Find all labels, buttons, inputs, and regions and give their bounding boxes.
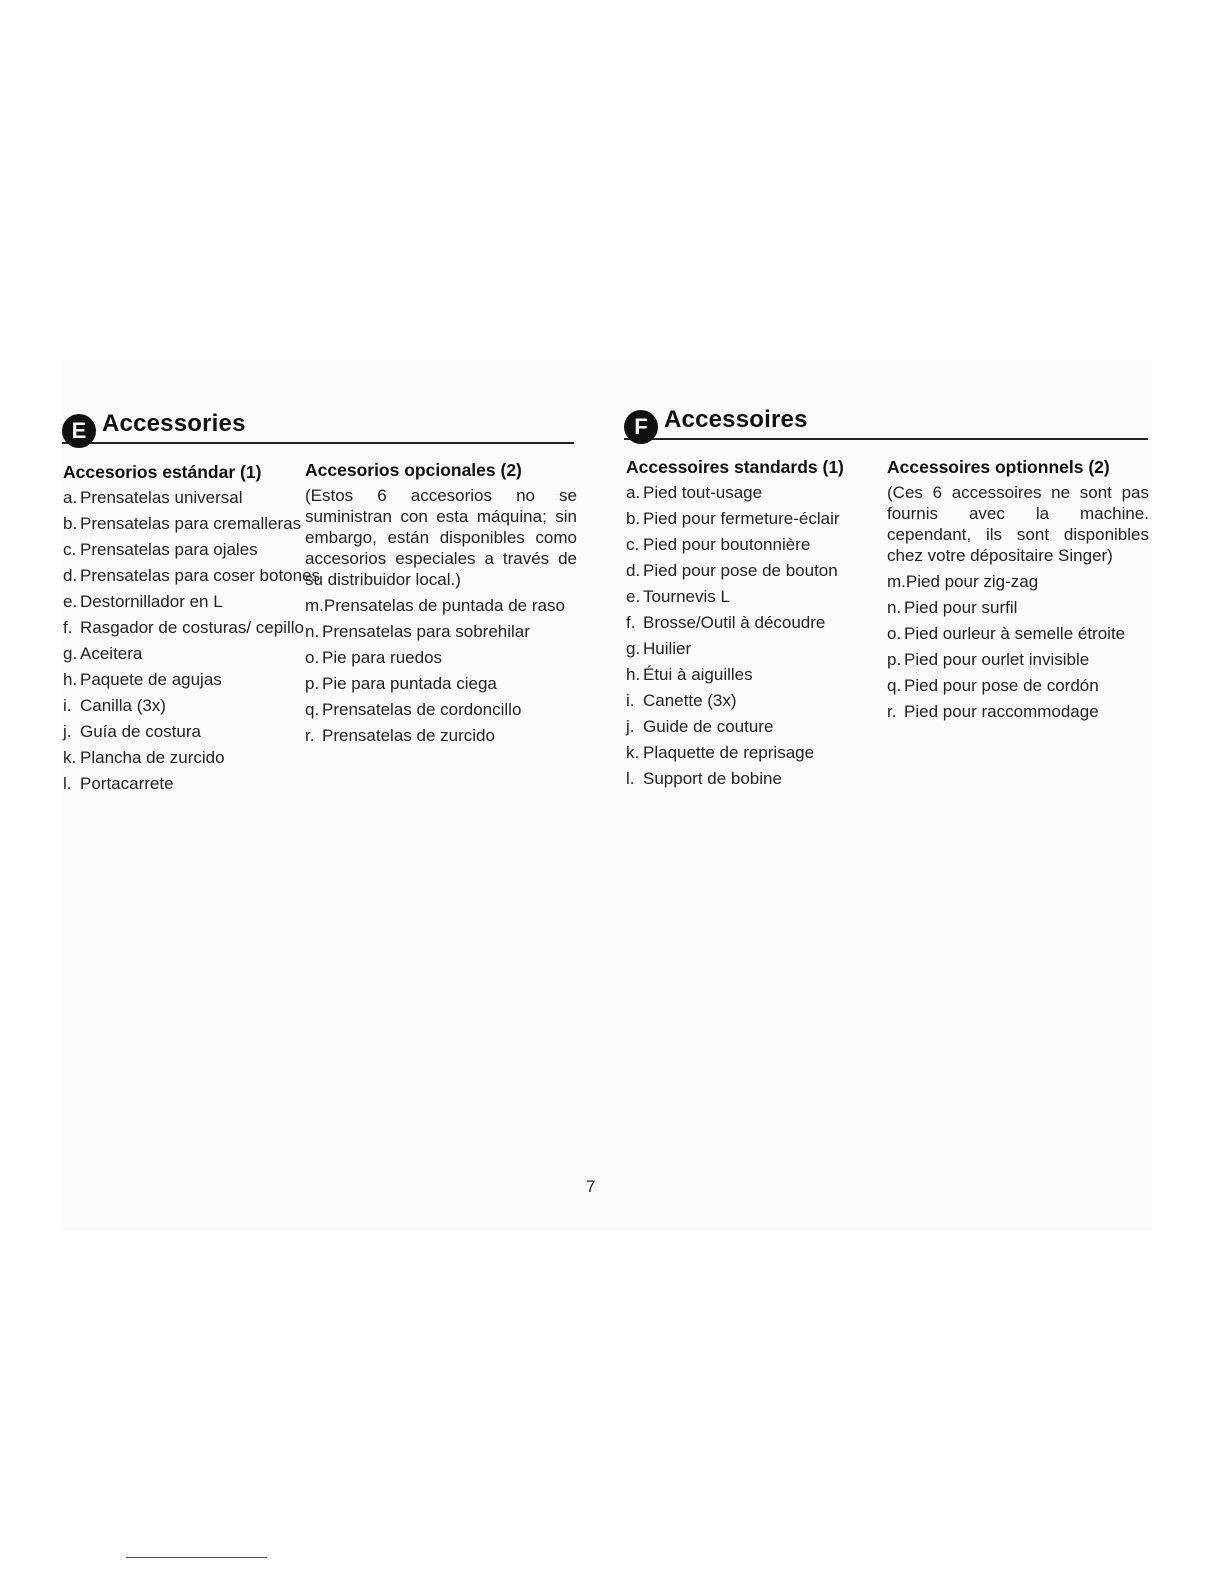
- column-fr-standard: [626, 457, 901, 794]
- list-item: d. Prensatelas para coser botones: [63, 566, 321, 585]
- list-item: g. Aceitera: [63, 644, 143, 663]
- list-item: i. Canilla (3x): [63, 696, 166, 715]
- list-item: n. Pied pour surfil: [887, 598, 1018, 617]
- divider-line: [126, 1557, 267, 1558]
- list-item: j. Guide de couture: [626, 717, 774, 736]
- list-item: d. Pied pour pose de bouton: [626, 561, 838, 580]
- list-item: a. Prensatelas universal: [63, 488, 243, 507]
- language-badge-e-icon: E: [62, 414, 96, 448]
- note-fr-optional: (Ces 6 accessoires ne sont pas fournis avec la machine. cependant, ils sont disponibles chez votre dépositaire Singer): [887, 483, 1149, 565]
- list-item: m. Prensatelas de puntada de raso: [305, 596, 565, 615]
- heading-es-optional: Accesorios opcionales (2): [305, 460, 522, 480]
- list-item: b. Pied pour fermeture-éclair: [626, 509, 840, 528]
- list-item: f. Brosse/Outil à découdre: [626, 613, 826, 632]
- language-badge-f-icon: F: [624, 410, 658, 444]
- list-item: g. Huilier: [626, 639, 692, 658]
- list-item: e. Destornillador en L: [63, 592, 223, 611]
- heading-fr-standard: Accessoires standards (1): [626, 457, 844, 477]
- list-item: j. Guía de costura: [63, 722, 201, 741]
- heading-es-standard: Accesorios estándar (1): [63, 462, 262, 482]
- list-fr-standard: [626, 482, 901, 789]
- list-item: n. Prensatelas para sobrehilar: [305, 622, 530, 641]
- list-es-optional: [305, 595, 577, 746]
- column-fr-optional: [887, 457, 1149, 727]
- list-item: o. Pied ourleur à semelle étroite: [887, 624, 1126, 643]
- list-item: f. Rasgador de costuras/ cepillo: [63, 618, 304, 637]
- section-header-french: [624, 398, 1148, 440]
- heading-fr-optional: Accessoires optionnels (2): [887, 457, 1110, 477]
- section-french: [624, 398, 1148, 440]
- list-es-standard: [63, 487, 338, 794]
- list-item: m. Pied pour zig-zag: [887, 572, 1039, 591]
- list-item: o. Pie para ruedos: [305, 648, 443, 667]
- section-title-spanish: Accessories: [102, 410, 246, 437]
- list-item: c. Prensatelas para ojales: [63, 540, 258, 559]
- list-item: l. Support de bobine: [626, 769, 782, 788]
- page-number: 7: [586, 1177, 596, 1196]
- list-item: r. Pied pour raccommodage: [887, 702, 1099, 721]
- note-es-optional: (Estos 6 accesorios no se suministran con esta máquina; sin embargo, están disponibles como accesorios especiales a través de su distribuidor local.): [305, 486, 577, 589]
- list-item: l. Portacarrete: [63, 774, 174, 793]
- list-item: c. Pied pour boutonnière: [626, 535, 811, 554]
- list-item: r. Prensatelas de zurcido: [305, 726, 495, 745]
- list-item: i. Canette (3x): [626, 691, 737, 710]
- list-fr-optional: [887, 571, 1149, 722]
- list-item: q. Pied pour pose de cordón: [887, 676, 1099, 695]
- list-item: q. Prensatelas de cordoncillo: [305, 700, 522, 719]
- section-spanish: [62, 402, 574, 444]
- list-item: a. Pied tout-usage: [626, 483, 763, 502]
- section-header-spanish: [62, 402, 574, 444]
- column-es-optional: [305, 460, 577, 751]
- list-item: k. Plancha de zurcido: [63, 748, 225, 767]
- section-title-french: Accessoires: [664, 406, 808, 433]
- column-es-standard: [63, 462, 338, 799]
- list-item: b. Prensatelas para cremalleras: [63, 514, 302, 533]
- list-item: h. Étui à aiguilles: [626, 665, 753, 684]
- list-item: h. Paquete de agujas: [63, 670, 222, 689]
- list-item: k. Plaquette de reprisage: [626, 743, 815, 762]
- list-item: p. Pied pour ourlet invisible: [887, 650, 1090, 669]
- list-item: p. Pie para puntada ciega: [305, 674, 497, 693]
- list-item: e. Tournevis L: [626, 587, 730, 606]
